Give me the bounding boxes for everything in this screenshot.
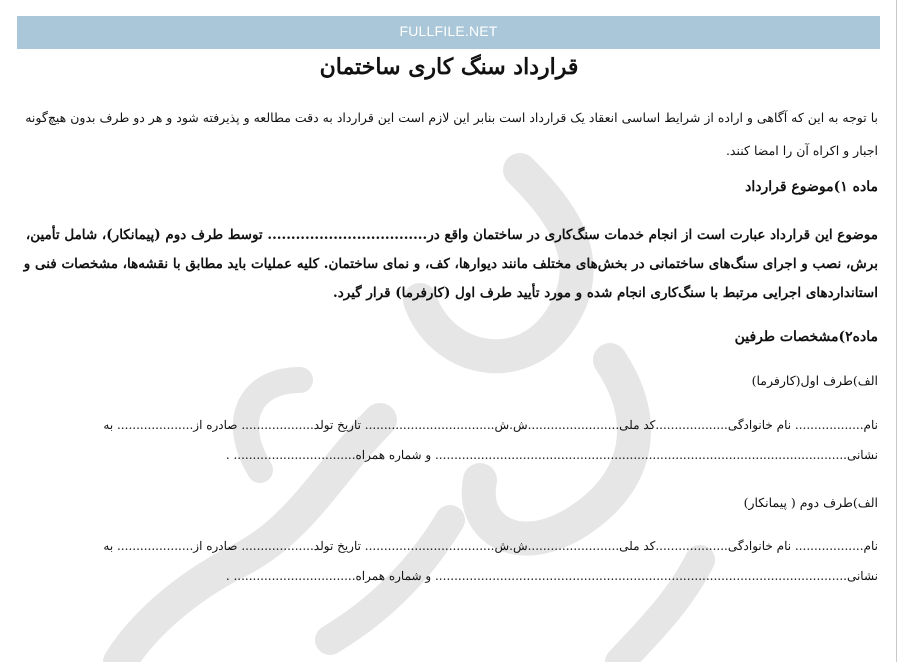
- party-2-title: الف)طرف دوم ( پیمانکار): [743, 495, 878, 510]
- party-2-identity-line: نام.................. نام خانوادگی...................کد ملی........................ش.ش.................................. تاریخ تولد................... صادره از.................... به: [103, 539, 878, 553]
- party-1-title: الف)طرف اول(کارفرما): [751, 373, 878, 388]
- party-2-address-line: نشانی............................................................................................................ و شماره همراه................................ .: [225, 569, 878, 583]
- party-1-identity-line: نام.................. نام خانوادگی...................کد ملی........................ش.ش.................................. تاریخ تولد................... صادره از.................... به: [103, 418, 878, 432]
- page-edge-line: [896, 0, 897, 662]
- article-1-body: موضوع این قرارداد عبارت است از انجام خدمات سنگ‌کاری در ساختمان واقع در.................................. توسط طرف دوم (پیمانکار)، شامل تأمین، برش، نصب و اجرای سنگ‌های ساختمانی در بخش‌های مختلف مانند دیوارها، کف، و نمای ساختمان. کلیه عملیات باید مطابق با نقشه‌ها، مشخصات فنی و استانداردهای اجرایی مرتبط با سنگ‌کاری انجام شده و مورد تأیید طرف اول (کارفرما) قرار گیرد.: [23, 227, 878, 301]
- site-banner: FULLFILE.NET: [17, 16, 880, 49]
- document-title: قرارداد سنگ کاری ساختمان: [319, 54, 579, 80]
- article-1-heading: ماده ۱)موضوع قرارداد: [745, 179, 878, 195]
- article-2-heading: ماده۲)مشخصات طرفین: [734, 329, 878, 345]
- party-1-address-line: نشانی............................................................................................................ و شماره همراه................................ .: [225, 448, 878, 462]
- contract-document: [18, 48, 880, 586]
- intro-paragraph: با توجه به این که آگاهی و اراده از شرایط اساسی انعقاد یک قرارداد است بنابر این لازم است این قرارداد به دقت مطالعه و پذیرفته شود و هر دو طرف بدون هیچ‌گونه اجبار و اکراه آن را امضا کنند.: [25, 110, 878, 158]
